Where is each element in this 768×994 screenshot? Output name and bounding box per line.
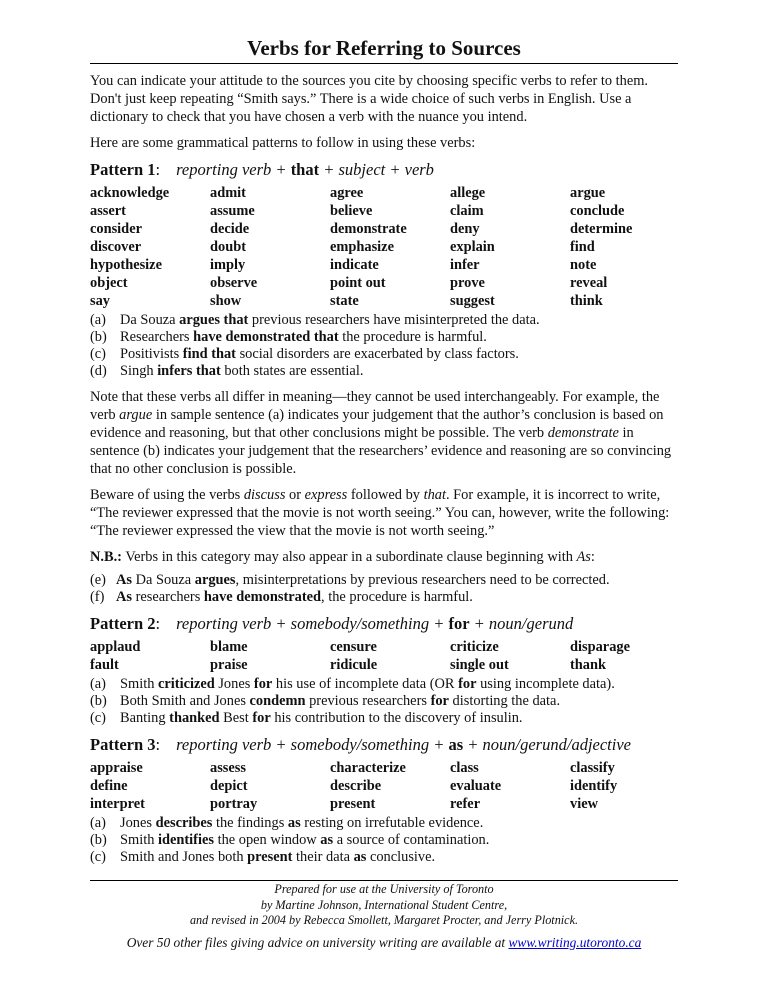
title-divider bbox=[90, 63, 678, 64]
verb-item: infer bbox=[450, 257, 480, 273]
verb-item: blame bbox=[210, 639, 248, 655]
verb-item: conclude bbox=[570, 203, 625, 219]
verb-item: present bbox=[330, 796, 376, 812]
example-sentence: (a) Jones describes the findings as resting on irrefutable evidence. bbox=[90, 815, 484, 831]
verb-item: characterize bbox=[330, 760, 406, 776]
pattern-1-examples bbox=[90, 312, 678, 380]
verb-item: doubt bbox=[210, 239, 246, 255]
footer-more-files: Over 50 other files giving advice on university writing are available at www.writing.utoronto.ca bbox=[126, 934, 642, 950]
intro-paragraph: You can indicate your attitude to the sources you cite by choosing specific verbs to refer to them. Don't just keep repeating “Smith says.” There is a wide choice of such verbs in English. Use a dictionary to check that you have chosen a verb with the nuance you intend. bbox=[90, 73, 649, 125]
example-sentence: (c) Smith and Jones both present their data as conclusive. bbox=[90, 849, 436, 865]
pattern-1-verb-list bbox=[90, 184, 678, 310]
verb-item: decide bbox=[210, 221, 250, 237]
example-sentence: (b) Researchers have demonstrated that the procedure is harmful. bbox=[90, 329, 487, 345]
footer-divider bbox=[90, 880, 678, 881]
footer-credit-1: Prepared for use at the University of Toronto bbox=[274, 882, 494, 896]
verb-item: prove bbox=[450, 275, 485, 291]
verb-item: claim bbox=[450, 203, 484, 219]
pattern-2-examples bbox=[90, 676, 678, 727]
verb-item: suggest bbox=[450, 293, 495, 309]
verb-item: fault bbox=[90, 657, 119, 673]
verb-item: depict bbox=[210, 778, 248, 794]
patterns-lead-in: Here are some grammatical patterns to follow in using these verbs: bbox=[90, 135, 476, 151]
example-sentence: (f) As researchers have demonstrated, the procedure is harmful. bbox=[90, 589, 473, 605]
verb-item: evaluate bbox=[450, 778, 502, 794]
verb-item: allege bbox=[450, 185, 486, 201]
verb-item: classify bbox=[570, 760, 615, 776]
verb-item: assert bbox=[90, 203, 126, 219]
verb-item: emphasize bbox=[330, 239, 394, 255]
footer-credit-2: by Martine Johnson, International Student Centre, bbox=[260, 897, 508, 912]
verb-item: refer bbox=[450, 796, 481, 812]
note-paragraph: Note that these verbs all differ in meaning—they cannot be used interchangeably. For example, the verb argue in sample sentence (a) indicates your judgement that the author’s conclusion is based on evidence and reasoning, but that other conclusions might be possible. The verb demonstrate in sentence (b) indicates your judgement that the researchers’ evidence and reasoning are so convincing that no other conclusion is possible. bbox=[90, 389, 672, 477]
verb-item: praise bbox=[210, 657, 248, 673]
verb-item: believe bbox=[330, 203, 373, 219]
verb-item: appraise bbox=[90, 760, 143, 776]
footer-credit-3: and revised in 2004 by Rebecca Smollett, Margaret Procter, and Jerry Plotnick. bbox=[189, 913, 579, 927]
verb-item: acknowledge bbox=[90, 185, 170, 201]
verb-item: portray bbox=[210, 796, 258, 812]
verb-item: point out bbox=[330, 275, 386, 291]
verb-item: discover bbox=[90, 239, 142, 255]
pattern-3-verb-list bbox=[90, 759, 678, 813]
verb-item: imply bbox=[210, 257, 246, 273]
pattern-formula: reporting verb + somebody/something + as + noun/gerund/adjective bbox=[176, 735, 631, 754]
pattern-3-heading: Pattern 3: reporting verb + somebody/something + as + noun/gerund/adjective bbox=[90, 735, 631, 754]
verb-item: determine bbox=[570, 221, 633, 237]
verb-item: disparage bbox=[570, 639, 630, 655]
verb-item: argue bbox=[570, 185, 606, 201]
verb-item: define bbox=[90, 778, 128, 794]
pattern-name: Pattern 3 bbox=[90, 735, 156, 754]
verb-item: hypothesize bbox=[90, 257, 162, 273]
verb-item: say bbox=[90, 293, 110, 309]
verb-item: assume bbox=[210, 203, 255, 219]
verb-item: reveal bbox=[570, 275, 608, 291]
verb-item: consider bbox=[90, 221, 142, 237]
verb-item: interpret bbox=[90, 796, 145, 812]
verb-item: criticize bbox=[450, 639, 499, 655]
nb-examples bbox=[90, 572, 678, 606]
verb-item: find bbox=[570, 239, 595, 255]
page-title: Verbs for Referring to Sources bbox=[247, 36, 521, 60]
example-sentence: (c) Positivists find that social disorders are exacerbated by class factors. bbox=[90, 346, 519, 362]
verb-item: view bbox=[570, 796, 598, 812]
verb-item: indicate bbox=[330, 257, 379, 273]
example-sentence: (d) Singh infers that both states are essential. bbox=[90, 363, 364, 379]
verb-item: thank bbox=[570, 657, 606, 673]
verb-item: note bbox=[570, 257, 597, 273]
verb-item: show bbox=[210, 293, 242, 309]
verb-item: censure bbox=[330, 639, 377, 655]
verb-item: demonstrate bbox=[330, 221, 407, 237]
verb-item: applaud bbox=[90, 639, 141, 655]
pattern-1-heading: Pattern 1: reporting verb + that + subject + verb bbox=[90, 160, 434, 179]
document-page bbox=[90, 0, 678, 952]
example-sentence: (c) Banting thanked Best for his contribution to the discovery of insulin. bbox=[90, 710, 523, 726]
verb-item: state bbox=[330, 293, 359, 309]
example-sentence: (a) Smith criticized Jones for his use of incomplete data (OR for using incomplete data). bbox=[90, 676, 615, 692]
verb-item: deny bbox=[450, 221, 480, 237]
example-sentence: (e) As Da Souza argues, misinterpretations by previous researchers need to be corrected. bbox=[90, 572, 610, 588]
beware-paragraph: Beware of using the verbs discuss or express followed by that. For example, it is incorrect to write, “The reviewer expressed that the movie is not worth seeing.” You can, however, write the following: “The reviewer expressed the view that the movie is not worth seeing.” bbox=[90, 487, 670, 539]
verb-item: agree bbox=[330, 185, 364, 201]
pattern-formula: reporting verb + that + subject + verb bbox=[176, 160, 434, 179]
pattern-2-verb-list bbox=[90, 638, 678, 674]
writing-site-link[interactable]: www.writing.utoronto.ca bbox=[508, 934, 642, 950]
example-sentence: (a) Da Souza argues that previous researchers have misinterpreted the data. bbox=[90, 312, 540, 328]
verb-item: single out bbox=[450, 657, 509, 673]
example-sentence: (b) Both Smith and Jones condemn previous researchers for distorting the data. bbox=[90, 693, 561, 709]
pattern-formula: reporting verb + somebody/something + for + noun/gerund bbox=[176, 614, 574, 633]
verb-item: class bbox=[450, 760, 479, 776]
verb-item: describe bbox=[330, 778, 382, 794]
example-sentence: (b) Smith identifies the open window as a source of contamination. bbox=[90, 832, 490, 848]
verb-item: admit bbox=[210, 185, 246, 201]
verb-item: assess bbox=[210, 760, 246, 776]
pattern-name: Pattern 1 bbox=[90, 160, 156, 179]
verb-item: identify bbox=[570, 778, 618, 794]
verb-item: ridicule bbox=[330, 657, 378, 673]
verb-item: explain bbox=[450, 239, 495, 255]
pattern-name: Pattern 2 bbox=[90, 614, 156, 633]
pattern-2-heading: Pattern 2: reporting verb + somebody/something + for + noun/gerund bbox=[90, 614, 574, 633]
pattern-3-examples bbox=[90, 815, 678, 866]
verb-item: observe bbox=[210, 275, 258, 291]
verb-item: think bbox=[570, 293, 603, 309]
verb-item: object bbox=[90, 275, 128, 291]
nb-paragraph: N.B.: Verbs in this category may also appear in a subordinate clause beginning with As: bbox=[90, 549, 595, 565]
